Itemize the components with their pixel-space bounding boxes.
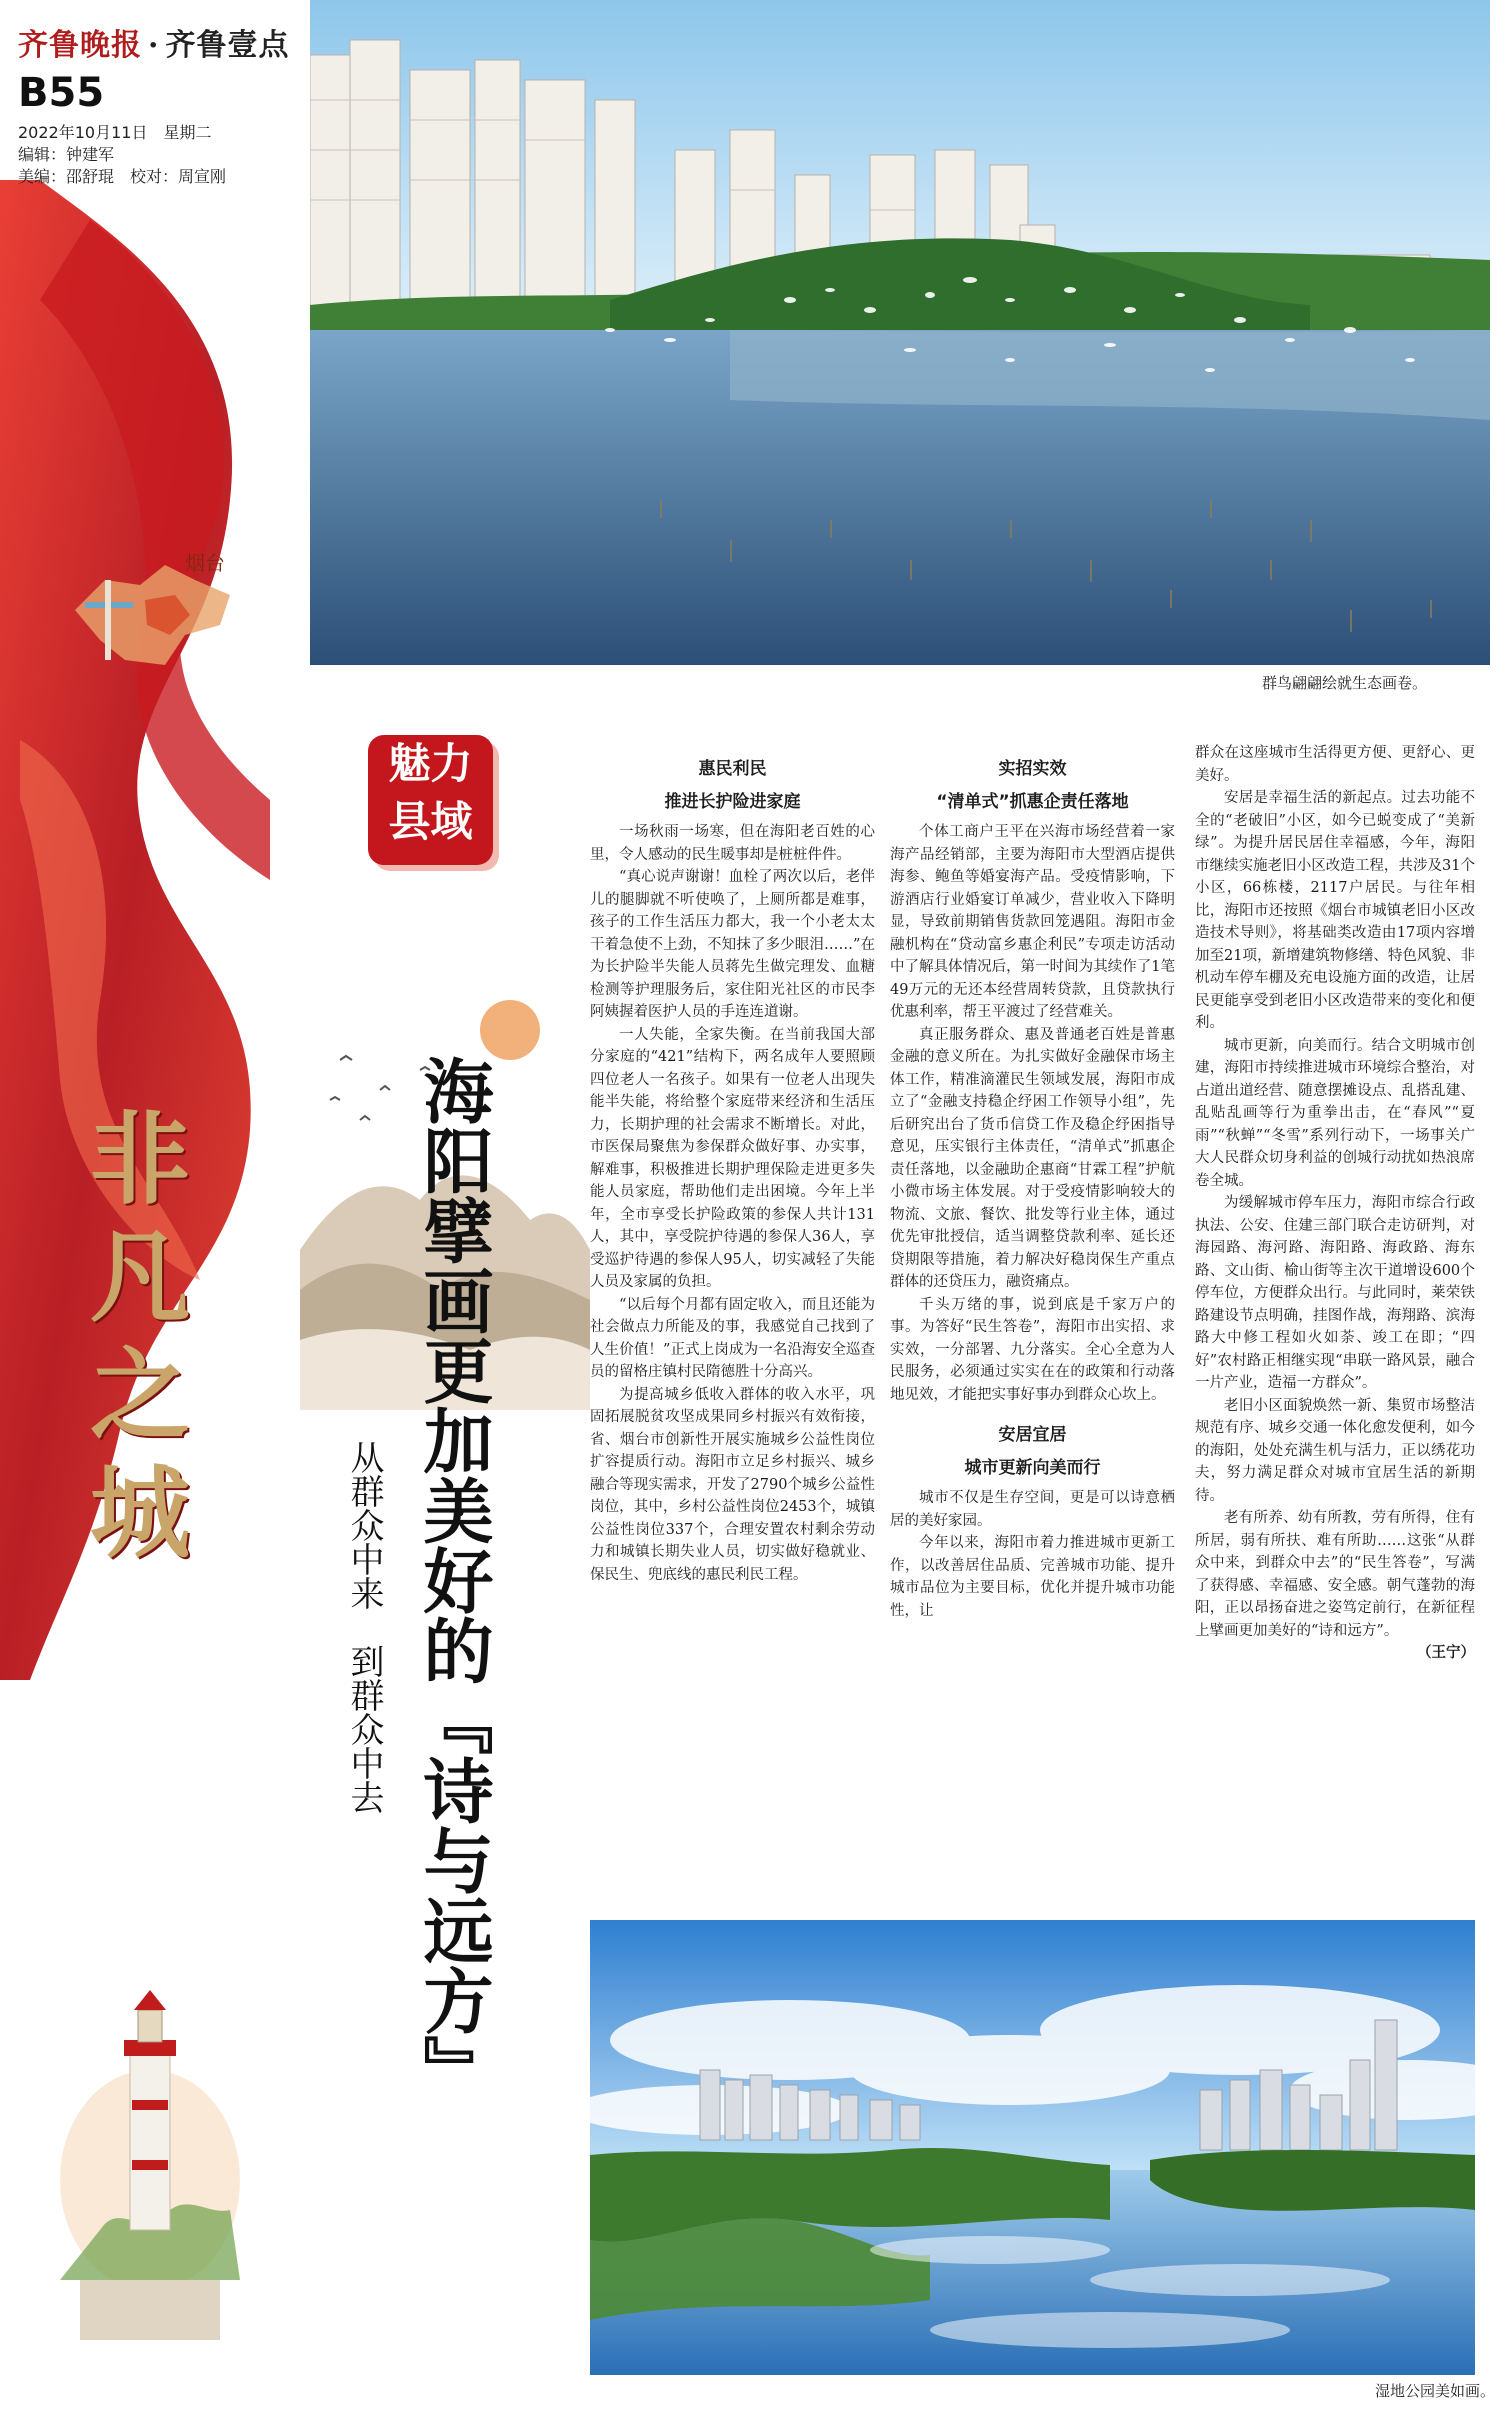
section-heading-1: 惠民利民	[698, 759, 767, 779]
article-column-2	[890, 752, 1175, 1622]
section-heading-2: 实招实效	[998, 759, 1067, 779]
badge-line2: 县域	[388, 797, 473, 846]
paragraph: 群众在这座城市生活得更方便、更舒心、更美好。	[1195, 745, 1475, 784]
sub-headline: 从群众中来 到群众中去	[344, 1440, 384, 1814]
masthead-paper1: 齐鲁晚报	[18, 28, 142, 63]
paragraph: 千头万绪的事，说到底是千家万户的事。为答好“民生答卷”，海阳市出实招、求实效，一分部署、九分落实。全心全意为人民服务，必须通过实实在在的政策和行动落地见效，才能把实事好事办到群众心坎上。	[890, 1296, 1175, 1403]
designer-credit: 美编：邵舒琨 校对：周宣刚	[18, 167, 227, 186]
masthead-separator: ·	[148, 28, 160, 63]
charm-county-badge	[368, 735, 493, 865]
paragraph: 城市更新，向美而行。结合文明城市创建，海阳市持续推进城市环境综合整治，对占道出道经营、随意摆摊设点、乱搭乱建、乱贴乱画等行为重拳出击，在“春风”“夏雨”“秋蝉”“冬雪”系列行动下，一场事关广大人民群众切身利益的创城行动扰如热浪席卷全城。	[1195, 1037, 1475, 1189]
paragraph: “真心说声谢谢！血栓了两次以后，老伴儿的腿脚就不听使唤了，上厕所都是难事，孩子的工作生活压力都大，我一个小老太太干着急使不上劲，不知抹了多少眼泪……”在为长护险半失能人员蒋先生做完理发、血糖检测等护理服务后，家住阳光社区的市民李阿姨握着医护人员的手连连道谢。	[590, 869, 875, 1020]
bottom-photo-caption: 湿地公园美如画。	[1375, 2382, 1496, 2400]
bottom-photo-wetland-park	[590, 1920, 1475, 2375]
section-subheading-2: “清单式”抓惠企责任落地	[936, 791, 1129, 812]
article-column-3	[1195, 742, 1475, 1665]
top-photo-caption: 群鸟翩翩绘就生态画卷。	[1262, 674, 1428, 692]
ribbon-vertical-title: 非凡之城	[90, 1100, 190, 1572]
section-heading-3: 安居宜居	[998, 1425, 1067, 1445]
editor-credit: 编辑：钟建军	[18, 145, 115, 164]
map-label: 烟台	[185, 551, 225, 575]
section-subheading-3: 城市更新向美而行	[964, 1457, 1101, 1478]
paragraph: 今年以来，海阳市着力推进城市更新工作，以改善居住品质、完善城市功能、提升城市品位为主要目标，优化并提升城市功能性，让	[890, 1535, 1175, 1619]
author-byline: （王宁）	[1417, 1644, 1475, 1661]
paragraph: 一人失能，全家失衡。在当前我国大部分家庭的“421”结构下，两名成年人要照顾四位老人一名孩子。如果有一位老人出现失能半失能，将给整个家庭带来经济和生活压力，长期护理的社会需求不断增长。对此，市医保局聚焦为参保群众做好事、办实事，解难事，积极推进长期护理保险走进更多失能人员家庭，帮助他们走出困境。今年上半年，全市享受长护险政策的参保人共计131人，其中，享受院护待遇的参保人36人，享受巡护待遇的参保人95人，切实减轻了失能人员及家属的负担。	[590, 1026, 875, 1290]
page-number: B55	[18, 70, 105, 116]
paragraph: 为缓解城市停车压力，海阳市综合行政执法、公安、住建三部门联合走访研判，对海园路、海河路、海阳路、海政路、海东路、文山街、榆山街等主次干道增设600个停车位，方便群众出行。与此同时，莱荣铁路建设节点明确，挂图作战，海翔路、滨海路大中修工程如火如荼、竣工在即；“四好”农村路正相继实现“串联一路风景，融合一片产业，造福一方群众”。	[1195, 1195, 1475, 1391]
masthead	[18, 20, 289, 64]
badge-line1: 魅力	[388, 739, 473, 788]
paragraph: 一场秋雨一场寒，但在海阳老百姓的心里，令人感动的民生暖事却是桩桩件件。	[590, 824, 875, 863]
paragraph: 老有所养、幼有所教，劳有所得，住有所居，弱有所扶、难有所助……这张“从群众中来，到群众中去”的“民生答卷”，写满了获得感、幸福感、安全感。朝气蓬勃的海阳，正以昂扬奋进之姿笃定前行，在新征程上擘画更加美好的“诗和远方”。	[1195, 1510, 1475, 1639]
lighthouse-illustration	[60, 1980, 240, 2340]
masthead-paper2: 齐鲁壹点	[165, 28, 290, 63]
paragraph: “以后每个月都有固定收入，而且还能为社会做点力所能及的事，我感觉自己找到了人生价值！”正式上岗成为一名沿海安全巡查员的留格庄镇村民隋德胜十分高兴。	[590, 1296, 875, 1380]
paragraph: 老旧小区面貌焕然一新、集贸市场整洁规范有序、城乡交通一体化愈发便利，如今的海阳，处处充满生机与活力，正以绣花功夫，努力满足群众对城市宜居生活的新期待。	[1195, 1397, 1475, 1504]
main-headline: 海阳擘画更加美好的『诗与远方』	[412, 1055, 495, 2105]
paragraph: 为提高城乡低收入群体的收入水平，巩固拓展脱贫攻坚成果同乡村振兴有效衔接，省、烟台市创新性开展实施城乡公益性岗位扩容提质行动。海阳市立足乡村振兴、城乡融合等现实需求，开发了2790个城乡公益性岗位，其中，乡村公益性岗位2453个，城镇公益性岗位337个，合理安置农村剩余劳动力和城镇长期失业人员，切实做好稳就业、保民生、兜底线的惠民利民工程。	[590, 1386, 875, 1583]
paragraph: 个体工商户王平在兴海市场经营着一家海产品经销部，主要为海阳市大型酒店提供海参、鲍鱼等婚宴海产品。受疫情影响，下游酒店行业婚宴订单减少，营业收入下降明显，导致前期销售货款回笼遇阻。海阳市金融机构在“贷动富乡惠企利民”专项走访活动中了解具体情况后，第一时间为其续作了1笔49万元的无还本经营周转贷款，且贷款执行优惠利率，帮王平渡过了经营难关。	[890, 824, 1175, 1020]
paragraph: 城市不仅是生存空间，更是可以诗意栖居的美好家园。	[890, 1490, 1175, 1529]
top-photo-wetland-birds	[310, 0, 1490, 665]
article-column-1	[590, 752, 875, 1586]
left-decoration-column	[0, 0, 300, 2414]
yantai-map-graphic	[55, 540, 255, 680]
paragraph: 真正服务群众、惠及普通老百姓是普惠金融的意义所在。为扎实做好金融保市场主体工作，精准滴灌民生领域发展，海阳市成立了“金融支持稳企纾困工作领导小组”，先后研究出台了货币信贷工作及稳企纾困指导意见，压实银行主体责任，“清单式”抓惠企责任落地，以金融助企惠商“甘霖工程”护航小微市场主体发展。对于受疫情影响较大的物流、文旅、餐饮、批发等行业主体，通过优先审批授信，适当调整贷款利率、延长还贷期限等措施，着力解决好稳岗保生产重点群体的还贷压力，融资痛点。	[890, 1026, 1175, 1290]
red-ribbon-graphic	[0, 180, 300, 1980]
paragraph: 安居是幸福生活的新起点。过去功能不全的“老破旧”小区，如今已蜕变成了“美新绿”。为提升居民居住幸福感，今年，海阳市继续实施老旧小区改造工程，共涉及31个小区，66栋楼，2117户居民。与往年相比，海阳市还按照《烟台市城镇老旧小区改造技术导则》，将基础类改造由17项内容增加至21项，新增建筑物修缮、特色风貌、非机动车停车棚及充电设施方面的改造，让居民更能享受到老旧小区改造带来的变化和便利。	[1195, 790, 1475, 1031]
section-subheading-1: 推进长护险进家庭	[664, 791, 801, 812]
issue-date: 2022年10月11日 星期二	[18, 123, 212, 142]
